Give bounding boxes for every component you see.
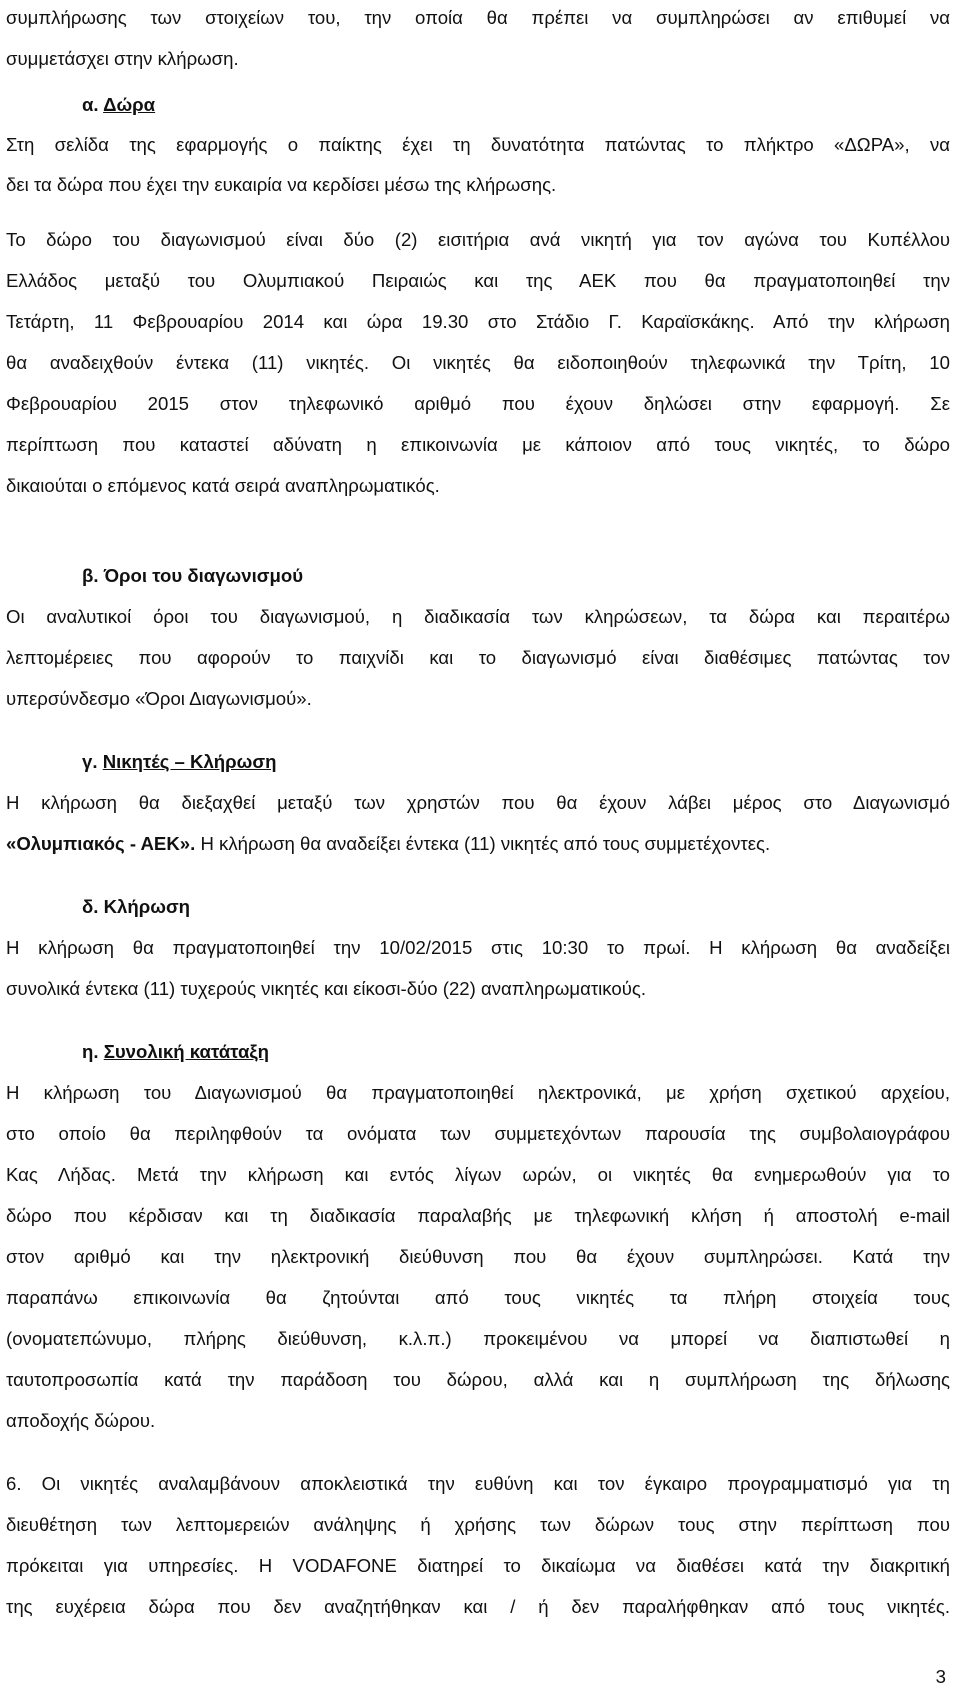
- gifts-p2-line: Ελλάδος μεταξύ του Ολυμπιακού Πειραιώς και της ΑΕΚ που θα πραγματοποιηθεί την: [6, 270, 950, 291]
- winners-line-1: Η κλήρωση θα διεξαχθεί μεταξύ των χρηστών που θα έχουν λάβει μέρος στο Διαγωνισμό: [6, 792, 950, 813]
- contest-name: «Ολυμπιακός - ΑΕΚ».: [6, 833, 196, 854]
- heading-prefix: β.: [82, 565, 104, 586]
- draw-line: Η κλήρωση θα πραγματοποιηθεί την 10/02/2015 στις 10:30 το πρωί. Η κλήρωση θα αναδείξει: [6, 937, 950, 958]
- terms-line: λεπτομέρειες που αφορούν το παιχνίδι και το διαγωνισμό είναι διαθέσιμες πατώντας τον: [6, 647, 950, 668]
- winners-line-2-rest: Η κλήρωση θα αναδείξει έντεκα (11) νικητές από τους συμμετέχοντες.: [195, 833, 771, 854]
- heading-title: Νικητές – Κλήρωση: [102, 751, 277, 772]
- gifts-p2-line: Το δώρο του διαγωνισμού είναι δύο (2) εισιτήρια ανά νικητή για τον αγώνα του Κυπέλλου: [6, 229, 950, 250]
- terms-line: Οι αναλυτικοί όροι του διαγωνισμού, η διαδικασία των κληρώσεων, τα δώρα και περαιτέρω: [6, 606, 950, 627]
- ranking-line: Η κλήρωση του Διαγωνισμού θα πραγματοποιηθεί ηλεκτρονικά, με χρήση σχετικού αρχείου,: [6, 1082, 950, 1103]
- heading-prefix: δ.: [82, 896, 104, 917]
- intro-line-2: συμμετάσχει στην κλήρωση.: [6, 48, 239, 69]
- section-heading-gifts: [82, 94, 155, 116]
- ranking-line: παραπάνω επικοινωνία θα ζητούνται από τους νικητές τα πλήρη στοιχεία τους: [6, 1287, 950, 1308]
- gifts-p1-line-2: δει τα δώρα που έχει την ευκαιρία να κερδίσει μέσω της κλήρωσης.: [6, 174, 557, 195]
- gifts-p1-line-1: Στη σελίδα της εφαρμογής ο παίκτης έχει τη δυνατότητα πατώντας το πλήκτρο «ΔΩΡΑ», να: [6, 134, 950, 155]
- ranking-line: αποδοχής δώρου.: [6, 1410, 156, 1431]
- gifts-p2-line: Τετάρτη, 11 Φεβρουαρίου 2014 και ώρα 19.30 στο Στάδιο Γ. Καραϊσκάκης. Από την κλήρωση: [6, 311, 950, 332]
- item-6-line: πρόκειται για υπηρεσίες. Η VODAFONE διατηρεί το δικαίωμα να διαθέσει κατά την διακριτική: [6, 1555, 950, 1576]
- winners-line-2: [6, 833, 950, 855]
- heading-title: Δώρα: [103, 94, 156, 115]
- ranking-line: στο οποίο θα περιληφθούν τα ονόματα των συμμετεχόντων παρουσία της συμβολαιογράφου: [6, 1123, 950, 1144]
- heading-title: Όροι του διαγωνισμού: [103, 565, 304, 586]
- gifts-p2-line: περίπτωση που καταστεί αδύνατη η επικοινωνία με κάποιον από τους νικητές, το δώρο: [6, 434, 950, 455]
- item-6-line: 6. Οι νικητές αναλαμβάνουν αποκλειστικά την ευθύνη και τον έγκαιρο προγραμματισμό για τη: [6, 1473, 950, 1494]
- section-heading-draw: [82, 896, 190, 918]
- item-6-line: διευθέτηση των λεπτομερειών ανάληψης ή χρήσης των δώρων τους στην περίπτωση που: [6, 1514, 950, 1535]
- heading-title: Κλήρωση: [103, 896, 191, 917]
- ranking-line: στον αριθμό και την ηλεκτρονική διεύθυνση που θα έχουν συμπληρώσει. Κατά την: [6, 1246, 950, 1267]
- section-heading-winners: [82, 751, 276, 773]
- heading-title: Συνολική κατάταξη: [103, 1041, 270, 1062]
- terms-line: υπερσύνδεσμο «Όροι Διαγωνισμού».: [6, 688, 312, 709]
- gifts-p2-line: δικαιούται ο επόμενος κατά σειρά αναπληρωματικός.: [6, 475, 440, 496]
- gifts-p2-line: θα αναδειχθούν έντεκα (11) νικητές. Οι νικητές θα ειδοποιηθούν τηλεφωνικά την Τρίτη, 10: [6, 352, 950, 373]
- heading-prefix: γ.: [82, 751, 103, 772]
- section-heading-terms: [82, 565, 303, 587]
- ranking-line: ταυτοπροσωπία κατά την παράδοση του δώρου, αλλά και η συμπλήρωση της δήλωσης: [6, 1369, 950, 1390]
- intro-line-1: συμπλήρωσης των στοιχείων του, την οποία θα πρέπει να συμπληρώσει αν επιθυμεί να: [6, 7, 950, 28]
- ranking-line: δώρο που κέρδισαν και τη διαδικασία παραλαβής με τηλεφωνική κλήση ή αποστολή e-mail: [6, 1205, 950, 1226]
- ranking-line: Κας Λήδας. Μετά την κλήρωση και εντός λίγων ωρών, οι νικητές θα ενημερωθούν για το: [6, 1164, 950, 1185]
- heading-prefix: η.: [82, 1041, 104, 1062]
- gifts-p2-line: Φεβρουαρίου 2015 στον τηλεφωνικό αριθμό που έχουν δηλώσει στην εφαρμογή. Σε: [6, 393, 950, 414]
- section-heading-ranking: [82, 1041, 269, 1063]
- item-6-line: της ευχέρεια δώρα που δεν αναζητήθηκαν και / ή δεν παραλήφθηκαν από τους νικητές.: [6, 1596, 950, 1617]
- page-number: 3: [935, 1666, 946, 1687]
- heading-prefix: α.: [82, 94, 104, 115]
- ranking-line: (ονοματεπώνυμο, πλήρης διεύθυνση, κ.λ.π.) προκειμένου να μπορεί να διαπιστωθεί η: [6, 1328, 950, 1349]
- draw-line: συνολικά έντεκα (11) τυχερούς νικητές και είκοσι-δύο (22) αναπληρωματικούς.: [6, 978, 647, 999]
